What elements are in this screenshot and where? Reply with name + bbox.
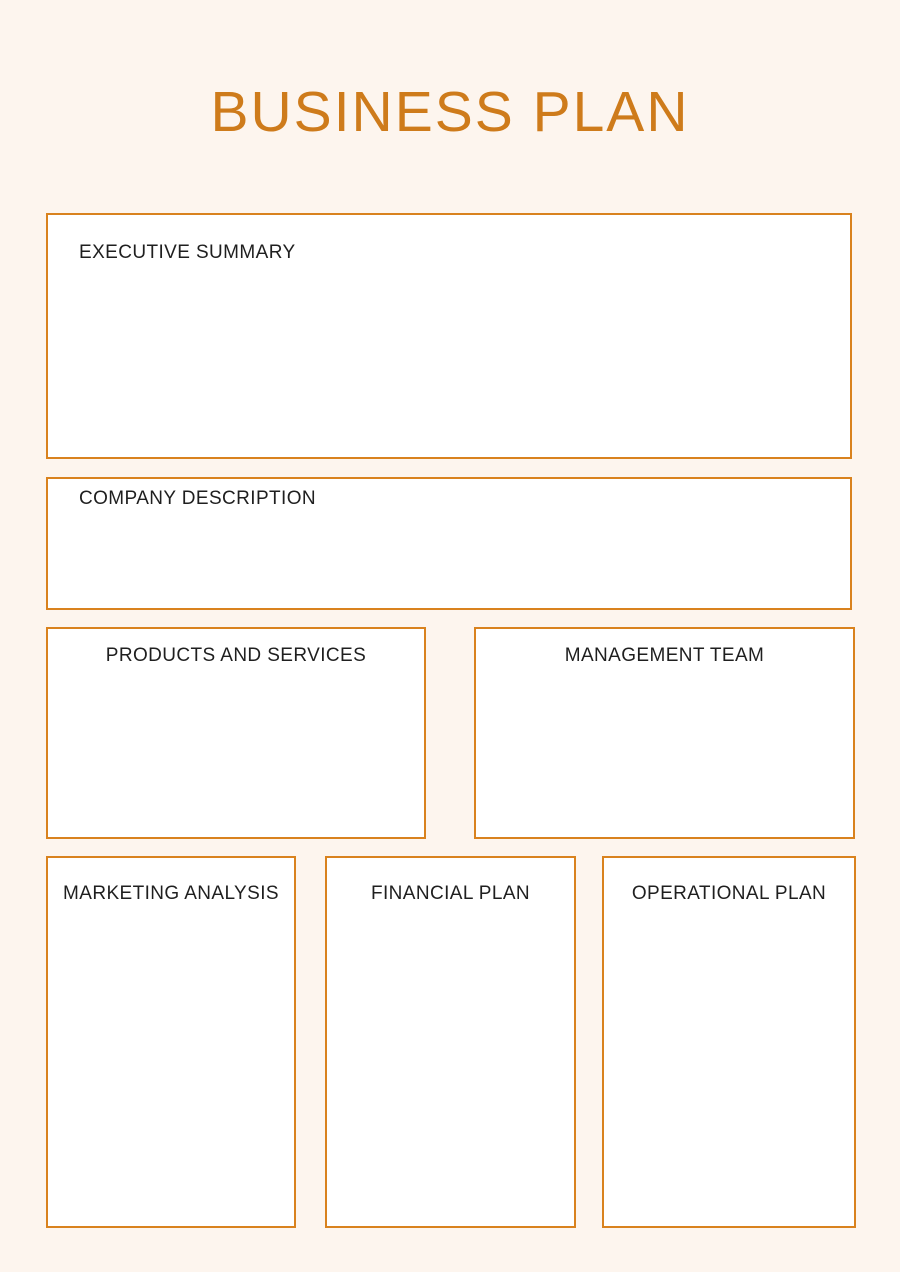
- section-label-management-team: MANAGEMENT TEAM: [564, 645, 765, 666]
- section-box-executive-summary[interactable]: [46, 213, 852, 459]
- section-box-operational-plan[interactable]: [602, 856, 856, 1228]
- section-box-management-team[interactable]: [474, 627, 855, 839]
- section-box-products-and-services[interactable]: [46, 627, 426, 839]
- section-box-marketing-analysis[interactable]: [46, 856, 296, 1228]
- section-label-company-description: COMPANY DESCRIPTION: [79, 488, 317, 509]
- section-label-operational-plan: OPERATIONAL PLAN: [631, 883, 827, 904]
- section-label-financial-plan: FINANCIAL PLAN: [370, 883, 531, 904]
- section-label-products-and-services: PRODUCTS AND SERVICES: [105, 645, 367, 666]
- section-label-executive-summary: EXECUTIVE SUMMARY: [79, 242, 296, 263]
- section-box-company-description[interactable]: [46, 477, 852, 610]
- section-label-marketing-analysis: MARKETING ANALYSIS: [63, 883, 279, 904]
- page-title: BUSINESS PLAN: [210, 80, 690, 144]
- section-box-financial-plan[interactable]: [325, 856, 576, 1228]
